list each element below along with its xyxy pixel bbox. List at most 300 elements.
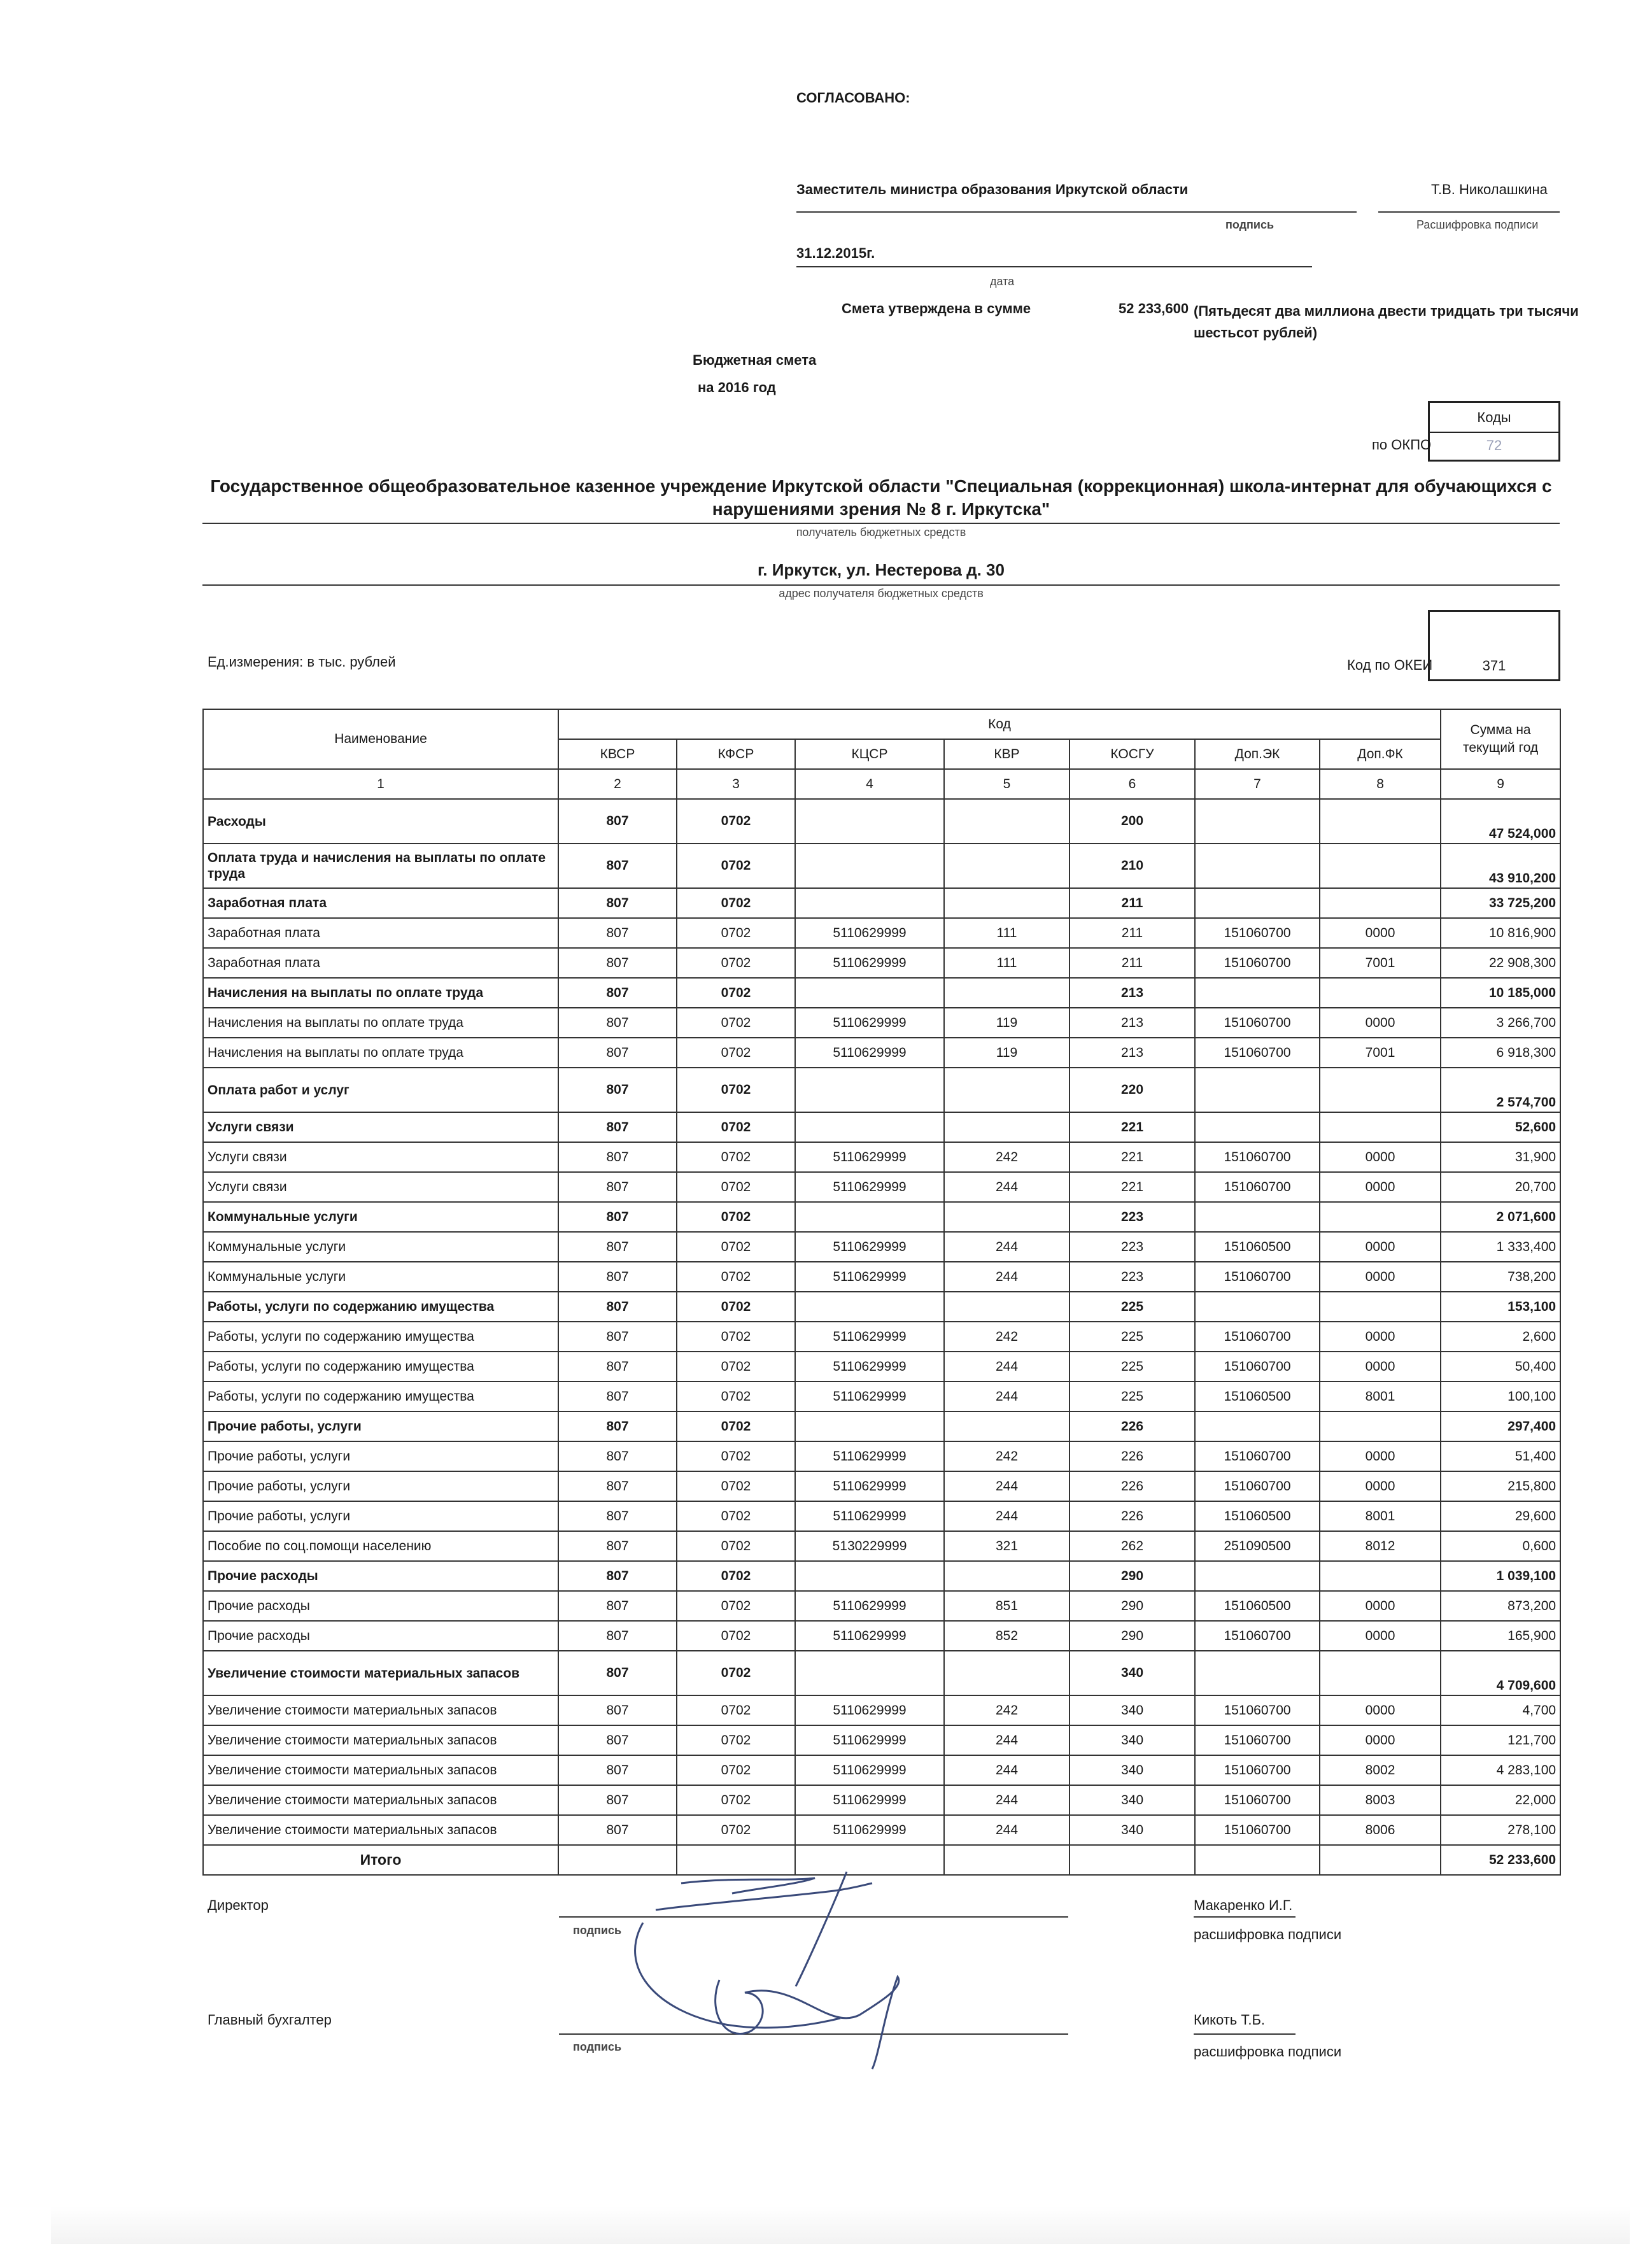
col-number: 9 <box>1441 769 1560 799</box>
row-kfsr: 0702 <box>677 918 795 948</box>
row-name: Заработная плата <box>203 948 558 978</box>
col-number: 5 <box>944 769 1070 799</box>
col-number: 6 <box>1070 769 1195 799</box>
row-kvsr: 807 <box>558 1322 677 1352</box>
row-name: Заработная плата <box>203 918 558 948</box>
institution-line <box>202 523 1560 524</box>
row-dop-ek: 151060500 <box>1195 1382 1320 1411</box>
row-kfsr: 0702 <box>677 1202 795 1232</box>
row-dop-fk <box>1320 1068 1441 1112</box>
approver-decode-line <box>1378 211 1560 213</box>
row-kvsr: 807 <box>558 1501 677 1531</box>
approval-date-line <box>796 266 1312 267</box>
row-dop-fk <box>1320 1411 1441 1441</box>
row-kvr: 244 <box>944 1382 1070 1411</box>
institution-name-line1: Государственное общеобразовательное казенное учреждение Иркутской области "Специальная (коррекционная) школа-интернат для обучающихся с <box>210 476 1552 496</box>
header-dop-fk: Доп.ФК <box>1320 739 1441 769</box>
row-kcsr: 5110629999 <box>795 1262 944 1292</box>
row-kvsr: 807 <box>558 1112 677 1142</box>
row-kvsr: 807 <box>558 978 677 1008</box>
row-kfsr: 0702 <box>677 1785 795 1815</box>
row-kvr: 244 <box>944 1785 1070 1815</box>
scan-shadow <box>51 2206 1630 2244</box>
row-kvr: 111 <box>944 918 1070 948</box>
row-dop-ek: 151060700 <box>1195 1038 1320 1068</box>
row-kfsr: 0702 <box>677 1651 795 1695</box>
row-kvr: 242 <box>944 1322 1070 1352</box>
okei-label: Код по ОКЕИ <box>1347 657 1433 673</box>
row-dop-fk: 0000 <box>1320 1232 1441 1262</box>
row-name: Прочие работы, услуги <box>203 1441 558 1471</box>
row-name: Услуги связи <box>203 1142 558 1172</box>
row-name: Коммунальные услуги <box>203 1262 558 1292</box>
row-sum: 0,600 <box>1441 1531 1560 1561</box>
row-kcsr: 5110629999 <box>795 1471 944 1501</box>
row-kfsr: 0702 <box>677 1531 795 1561</box>
okpo-value: 72 <box>1486 437 1502 453</box>
row-sum: 873,200 <box>1441 1591 1560 1621</box>
row-kcsr: 5110629999 <box>795 1621 944 1651</box>
address-line <box>202 584 1560 586</box>
director-decode-caption: расшифровка подписи <box>1194 1926 1342 1942</box>
row-name: Услуги связи <box>203 1112 558 1142</box>
row-kvsr: 807 <box>558 1531 677 1561</box>
row-dop-ek: 151060700 <box>1195 1172 1320 1202</box>
row-kfsr: 0702 <box>677 1262 795 1292</box>
table-row <box>203 1591 1560 1621</box>
table-row <box>203 1172 1560 1202</box>
director-label: Директор <box>208 1897 269 1913</box>
director-decode-line <box>1194 1916 1295 1918</box>
row-kvsr: 807 <box>558 1651 677 1695</box>
row-dop-fk <box>1320 1112 1441 1142</box>
row-dop-fk: 0000 <box>1320 1725 1441 1755</box>
row-kosgu: 226 <box>1070 1501 1195 1531</box>
row-kvr: 242 <box>944 1441 1070 1471</box>
row-dop-ek: 151060700 <box>1195 1262 1320 1292</box>
row-sum: 4,700 <box>1441 1695 1560 1725</box>
header-sum: Сумма на текущий год <box>1441 709 1560 769</box>
row-dop-ek: 151060500 <box>1195 1591 1320 1621</box>
row-kfsr: 0702 <box>677 1621 795 1651</box>
row-kvr: 244 <box>944 1501 1070 1531</box>
approver-sign-caption: подпись <box>1225 218 1274 231</box>
row-dop-fk: 0000 <box>1320 1695 1441 1725</box>
row-sum: 29,600 <box>1441 1501 1560 1531</box>
table-row <box>203 1651 1560 1695</box>
col-number: 2 <box>558 769 677 799</box>
row-sum: 4 283,100 <box>1441 1755 1560 1785</box>
row-kfsr: 0702 <box>677 1142 795 1172</box>
row-name: Прочие работы, услуги <box>203 1501 558 1531</box>
row-kvr <box>944 1561 1070 1591</box>
row-kosgu: 262 <box>1070 1531 1195 1561</box>
row-dop-fk: 7001 <box>1320 1038 1441 1068</box>
row-kcsr: 5110629999 <box>795 1591 944 1621</box>
row-kvr <box>944 1112 1070 1142</box>
row-kcsr: 5110629999 <box>795 1008 944 1038</box>
row-kvsr: 807 <box>558 1621 677 1651</box>
row-kvr: 852 <box>944 1621 1070 1651</box>
row-sum: 2 071,600 <box>1441 1202 1560 1232</box>
col-number: 7 <box>1195 769 1320 799</box>
row-dop-ek: 151060700 <box>1195 1785 1320 1815</box>
table-row <box>203 1292 1560 1322</box>
row-dop-ek: 151060700 <box>1195 1815 1320 1845</box>
row-dop-fk <box>1320 1202 1441 1232</box>
row-name: Коммунальные услуги <box>203 1202 558 1232</box>
budget-table <box>202 709 1561 1876</box>
row-dop-ek: 151060700 <box>1195 1142 1320 1172</box>
row-sum: 297,400 <box>1441 1411 1560 1441</box>
row-kvr: 119 <box>944 1008 1070 1038</box>
row-kfsr: 0702 <box>677 1695 795 1725</box>
row-kosgu: 220 <box>1070 1068 1195 1112</box>
row-kosgu: 290 <box>1070 1591 1195 1621</box>
row-kosgu: 226 <box>1070 1411 1195 1441</box>
row-name: Прочие работы, услуги <box>203 1471 558 1501</box>
row-name: Прочие работы, услуги <box>203 1411 558 1441</box>
row-kcsr: 5110629999 <box>795 1501 944 1531</box>
row-kvr <box>944 1651 1070 1695</box>
total-sum: 52 233,600 <box>1441 1845 1560 1875</box>
row-kvsr: 807 <box>558 1262 677 1292</box>
row-kvsr: 807 <box>558 918 677 948</box>
row-kfsr: 0702 <box>677 1591 795 1621</box>
row-sum: 43 910,200 <box>1441 844 1560 888</box>
row-kcsr: 5110629999 <box>795 1232 944 1262</box>
table-row <box>203 1322 1560 1352</box>
row-name: Увеличение стоимости материальных запасов <box>203 1725 558 1755</box>
row-dop-ek: 151060700 <box>1195 948 1320 978</box>
row-kvsr: 807 <box>558 1068 677 1112</box>
row-sum: 50,400 <box>1441 1352 1560 1382</box>
row-name: Прочие расходы <box>203 1621 558 1651</box>
row-dop-ek <box>1195 1202 1320 1232</box>
row-kosgu: 223 <box>1070 1202 1195 1232</box>
row-kvsr: 807 <box>558 1411 677 1441</box>
table-row <box>203 1695 1560 1725</box>
table-row <box>203 1471 1560 1501</box>
row-dop-fk: 0000 <box>1320 1008 1441 1038</box>
row-kcsr: 5110629999 <box>795 948 944 978</box>
row-kvr: 244 <box>944 1172 1070 1202</box>
row-kvr <box>944 1068 1070 1112</box>
row-kvr <box>944 1202 1070 1232</box>
row-dop-ek: 151060700 <box>1195 1441 1320 1471</box>
row-dop-fk <box>1320 978 1441 1008</box>
row-kvsr: 807 <box>558 1202 677 1232</box>
accountant-decode-caption: расшифровка подписи <box>1194 2044 1342 2060</box>
row-kvr: 244 <box>944 1471 1070 1501</box>
row-sum: 33 725,200 <box>1441 888 1560 918</box>
row-dop-fk: 8002 <box>1320 1755 1441 1785</box>
row-kfsr: 0702 <box>677 978 795 1008</box>
director-signature-image <box>605 1865 961 2075</box>
row-kfsr: 0702 <box>677 1815 795 1845</box>
row-kfsr: 0702 <box>677 1112 795 1142</box>
row-kosgu: 223 <box>1070 1262 1195 1292</box>
director-sign-caption: подпись <box>573 1924 622 1937</box>
row-sum: 3 266,700 <box>1441 1008 1560 1038</box>
row-dop-ek: 151060700 <box>1195 1008 1320 1038</box>
row-dop-ek: 151060700 <box>1195 1755 1320 1785</box>
row-sum: 20,700 <box>1441 1172 1560 1202</box>
row-name: Прочие расходы <box>203 1591 558 1621</box>
approval-heading: СОГЛАСОВАНО: <box>796 90 910 106</box>
table-row <box>203 1142 1560 1172</box>
row-kosgu: 211 <box>1070 888 1195 918</box>
row-kosgu: 223 <box>1070 1232 1195 1262</box>
row-kosgu: 221 <box>1070 1112 1195 1142</box>
col-number: 4 <box>795 769 944 799</box>
approver-sign-line <box>796 211 1357 213</box>
row-kosgu: 213 <box>1070 1038 1195 1068</box>
row-kvsr: 807 <box>558 1471 677 1501</box>
row-kvr: 111 <box>944 948 1070 978</box>
row-sum: 10 185,000 <box>1441 978 1560 1008</box>
row-dop-ek <box>1195 1112 1320 1142</box>
row-kvr: 242 <box>944 1695 1070 1725</box>
row-kvsr: 807 <box>558 1591 677 1621</box>
approved-sum-value: 52 233,600 <box>1119 300 1189 316</box>
row-dop-ek: 251090500 <box>1195 1531 1320 1561</box>
table-row <box>203 1112 1560 1142</box>
row-kcsr <box>795 844 944 888</box>
total-label: Итого <box>203 1845 558 1875</box>
table-row <box>203 1262 1560 1292</box>
row-dop-fk <box>1320 1561 1441 1591</box>
row-kfsr: 0702 <box>677 1068 795 1112</box>
row-name: Начисления на выплаты по оплате труда <box>203 1038 558 1068</box>
row-name: Прочие расходы <box>203 1561 558 1591</box>
row-kosgu: 221 <box>1070 1172 1195 1202</box>
row-sum: 10 816,900 <box>1441 918 1560 948</box>
row-kfsr: 0702 <box>677 1441 795 1471</box>
row-kfsr: 0702 <box>677 948 795 978</box>
row-dop-fk: 7001 <box>1320 948 1441 978</box>
row-name: Заработная плата <box>203 888 558 918</box>
row-dop-fk: 8006 <box>1320 1815 1441 1845</box>
row-name: Пособие по соц.помощи населению <box>203 1531 558 1561</box>
row-kvsr: 807 <box>558 1038 677 1068</box>
row-kcsr <box>795 1411 944 1441</box>
approval-date-caption: дата <box>990 275 1015 288</box>
row-kfsr: 0702 <box>677 1382 795 1411</box>
row-sum: 165,900 <box>1441 1621 1560 1651</box>
row-dop-fk <box>1320 1651 1441 1695</box>
row-dop-ek: 151060500 <box>1195 1232 1320 1262</box>
row-kfsr: 0702 <box>677 1501 795 1531</box>
row-kvr: 242 <box>944 1142 1070 1172</box>
header-kcsr: КЦСР <box>795 739 944 769</box>
row-kvr <box>944 1292 1070 1322</box>
col-number: 1 <box>203 769 558 799</box>
row-dop-ek <box>1195 1651 1320 1695</box>
row-kvsr: 807 <box>558 1142 677 1172</box>
row-name: Оплата работ и услуг <box>203 1068 558 1112</box>
row-dop-fk: 0000 <box>1320 1142 1441 1172</box>
row-sum: 31,900 <box>1441 1142 1560 1172</box>
row-kvsr: 807 <box>558 1352 677 1382</box>
table-row <box>203 978 1560 1008</box>
row-kcsr <box>795 1561 944 1591</box>
row-dop-fk: 0000 <box>1320 918 1441 948</box>
row-kcsr <box>795 888 944 918</box>
row-name: Начисления на выплаты по оплате труда <box>203 1008 558 1038</box>
table-row <box>203 1755 1560 1785</box>
row-kvr: 851 <box>944 1591 1070 1621</box>
row-name: Увеличение стоимости материальных запасов <box>203 1651 558 1695</box>
row-kvsr: 807 <box>558 1441 677 1471</box>
table-row <box>203 844 1560 888</box>
row-kosgu: 226 <box>1070 1471 1195 1501</box>
header-kvsr: КВСР <box>558 739 677 769</box>
row-sum: 738,200 <box>1441 1262 1560 1292</box>
row-name: Работы, услуги по содержанию имущества <box>203 1352 558 1382</box>
row-kvsr: 807 <box>558 948 677 978</box>
row-kvsr: 807 <box>558 844 677 888</box>
row-kfsr: 0702 <box>677 1755 795 1785</box>
row-kcsr: 5110629999 <box>795 1755 944 1785</box>
row-dop-fk: 0000 <box>1320 1471 1441 1501</box>
column-numbers-row <box>203 769 1560 799</box>
row-kcsr: 5130229999 <box>795 1531 944 1561</box>
row-dop-ek: 151060700 <box>1195 1621 1320 1651</box>
row-kvr: 321 <box>944 1531 1070 1561</box>
row-name: Работы, услуги по содержанию имущества <box>203 1382 558 1411</box>
row-dop-ek <box>1195 1561 1320 1591</box>
row-kvr: 244 <box>944 1725 1070 1755</box>
row-kfsr: 0702 <box>677 1352 795 1382</box>
row-kvsr: 807 <box>558 1172 677 1202</box>
row-sum: 4 709,600 <box>1441 1651 1560 1695</box>
col-number: 3 <box>677 769 795 799</box>
row-kfsr: 0702 <box>677 1561 795 1591</box>
row-dop-fk: 0000 <box>1320 1262 1441 1292</box>
row-kosgu: 225 <box>1070 1352 1195 1382</box>
row-kcsr <box>795 978 944 1008</box>
row-dop-ek <box>1195 1068 1320 1112</box>
codes-header: Коды <box>1477 409 1511 425</box>
header-kosgu: КОСГУ <box>1070 739 1195 769</box>
row-kosgu: 290 <box>1070 1561 1195 1591</box>
table-row <box>203 799 1560 844</box>
row-kosgu: 225 <box>1070 1292 1195 1322</box>
row-kvr: 244 <box>944 1755 1070 1785</box>
header-code: Код <box>558 709 1441 739</box>
row-dop-ek: 151060500 <box>1195 1501 1320 1531</box>
row-dop-fk: 8003 <box>1320 1785 1441 1815</box>
row-name: Начисления на выплаты по оплате труда <box>203 978 558 1008</box>
row-dop-fk <box>1320 844 1441 888</box>
row-kosgu: 340 <box>1070 1695 1195 1725</box>
row-kvr: 244 <box>944 1262 1070 1292</box>
table-row <box>203 1531 1560 1561</box>
row-kosgu: 221 <box>1070 1142 1195 1172</box>
row-sum: 215,800 <box>1441 1471 1560 1501</box>
row-kvsr: 807 <box>558 1785 677 1815</box>
row-kfsr: 0702 <box>677 1008 795 1038</box>
table-row <box>203 1352 1560 1382</box>
row-sum: 153,100 <box>1441 1292 1560 1322</box>
row-sum: 278,100 <box>1441 1815 1560 1845</box>
header-kfsr: КФСР <box>677 739 795 769</box>
row-sum: 2,600 <box>1441 1322 1560 1352</box>
row-kcsr <box>795 1651 944 1695</box>
row-kvsr: 807 <box>558 888 677 918</box>
row-kvsr: 807 <box>558 799 677 844</box>
institution-caption: получатель бюджетных средств <box>796 526 966 539</box>
row-kvr <box>944 978 1070 1008</box>
row-kcsr: 5110629999 <box>795 1815 944 1845</box>
row-dop-ek <box>1195 844 1320 888</box>
header-name: Наименование <box>203 709 558 769</box>
row-sum: 22,000 <box>1441 1785 1560 1815</box>
row-dop-ek <box>1195 799 1320 844</box>
row-name: Работы, услуги по содержанию имущества <box>203 1322 558 1352</box>
institution-name-line2: нарушениями зрения № 8 г. Иркутска" <box>712 499 1050 519</box>
table-row <box>203 1561 1560 1591</box>
table-row <box>203 1815 1560 1845</box>
row-dop-fk: 8001 <box>1320 1382 1441 1411</box>
row-kcsr: 5110629999 <box>795 1725 944 1755</box>
row-kcsr: 5110629999 <box>795 1142 944 1172</box>
row-sum: 52,600 <box>1441 1112 1560 1142</box>
row-kcsr <box>795 1112 944 1142</box>
accountant-sign-caption: подпись <box>573 2040 622 2053</box>
row-dop-ek <box>1195 978 1320 1008</box>
row-kvsr: 807 <box>558 1755 677 1785</box>
row-kvsr: 807 <box>558 1232 677 1262</box>
row-kosgu: 213 <box>1070 1008 1195 1038</box>
row-dop-ek: 151060700 <box>1195 1352 1320 1382</box>
row-dop-fk: 0000 <box>1320 1322 1441 1352</box>
row-dop-ek: 151060700 <box>1195 918 1320 948</box>
row-dop-fk: 8001 <box>1320 1501 1441 1531</box>
approver-name: Т.В. Николашкина <box>1431 181 1548 197</box>
row-dop-ek <box>1195 1292 1320 1322</box>
col-number: 8 <box>1320 769 1441 799</box>
row-kcsr: 5110629999 <box>795 1352 944 1382</box>
row-kfsr: 0702 <box>677 888 795 918</box>
approved-sum-label: Смета утверждена в сумме <box>842 300 1031 316</box>
row-kosgu: 340 <box>1070 1815 1195 1845</box>
row-kosgu: 213 <box>1070 978 1195 1008</box>
row-kosgu: 211 <box>1070 918 1195 948</box>
table-row <box>203 1441 1560 1471</box>
units-label: Ед.измерения: в тыс. рублей <box>208 654 396 670</box>
row-kvsr: 807 <box>558 1382 677 1411</box>
row-sum: 22 908,300 <box>1441 948 1560 978</box>
approved-sum-words-2: шестьсот рублей) <box>1194 325 1318 341</box>
approval-date: 31.12.2015г. <box>796 245 875 261</box>
row-kfsr: 0702 <box>677 1471 795 1501</box>
row-kvsr: 807 <box>558 1008 677 1038</box>
row-dop-fk: 0000 <box>1320 1172 1441 1202</box>
row-dop-fk: 0000 <box>1320 1352 1441 1382</box>
okei-value: 371 <box>1482 658 1506 674</box>
row-name: Услуги связи <box>203 1172 558 1202</box>
approved-sum-words-1: (Пятьдесят два миллиона двести тридцать три тысячи <box>1194 303 1579 319</box>
row-name: Работы, услуги по содержанию имущества <box>203 1292 558 1322</box>
table-row <box>203 1621 1560 1651</box>
header-dop-ek: Доп.ЭК <box>1195 739 1320 769</box>
doc-title-line1: Бюджетная смета <box>693 352 817 368</box>
row-kcsr: 5110629999 <box>795 1695 944 1725</box>
row-kvsr: 807 <box>558 1815 677 1845</box>
row-dop-ek: 151060700 <box>1195 1322 1320 1352</box>
